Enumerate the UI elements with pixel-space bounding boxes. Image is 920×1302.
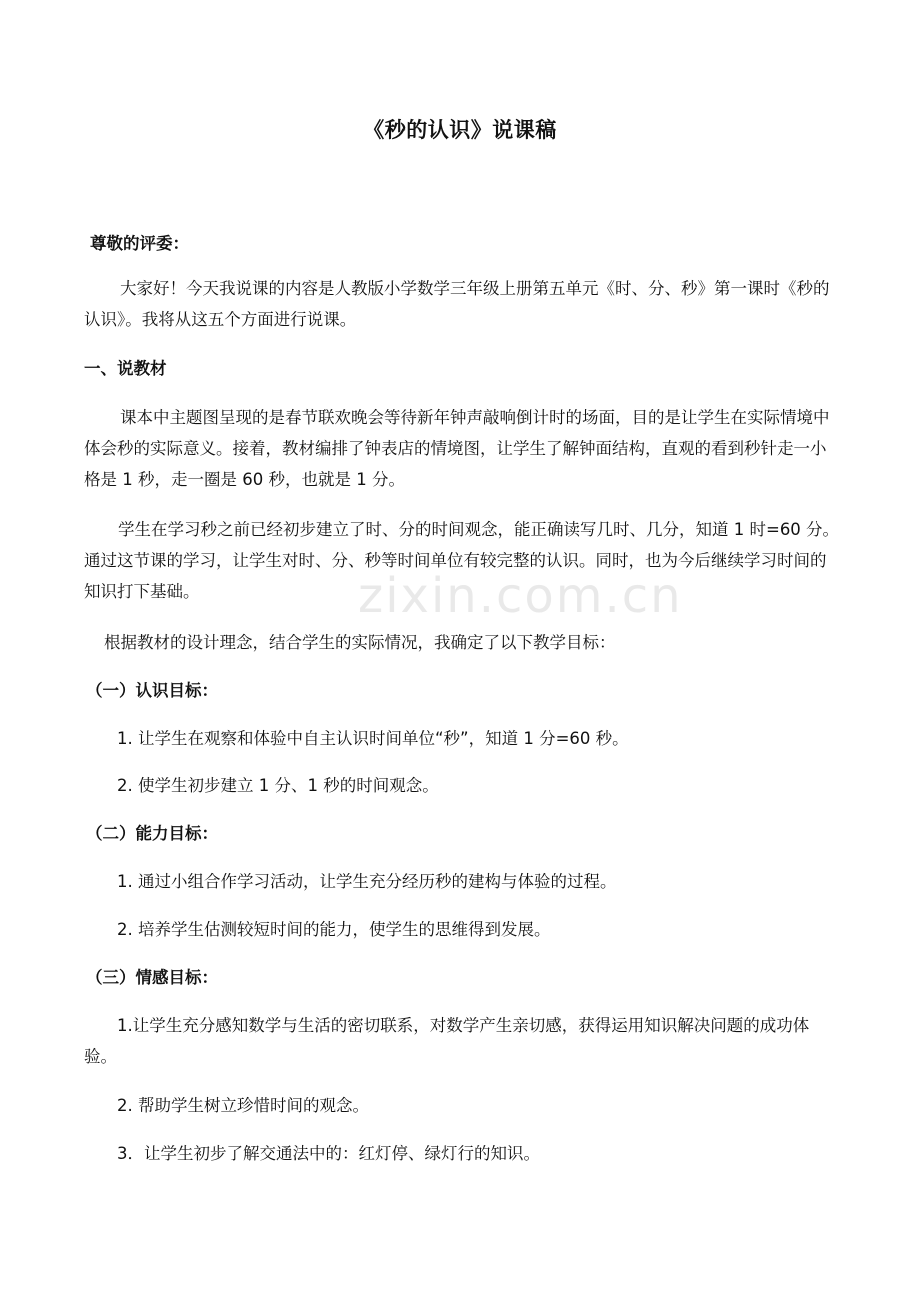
goal-item: 2. 使学生初步建立 1 分、1 秒的时间观念。 xyxy=(117,776,439,795)
textbook-paragraph-2: 学生在学习秒之前已经初步建立了时、分的时间观念，能正确读写几时、几分，知道 1 时=60 分。通过这节课的学习，让学生对时、分、秒等时间单位有较完整的认识。同时，也为今后继续学习时间的知识打下基础。 xyxy=(84,520,840,601)
goal-heading-cognitive: （一）认识目标： xyxy=(86,681,218,700)
salutation: 尊敬的评委： xyxy=(90,234,189,253)
watermark: zixin.com.cn xyxy=(358,568,683,624)
goal-item: 2. 帮助学生树立珍惜时间的观念。 xyxy=(117,1096,369,1115)
goal-item: 1. 通过小组合作学习活动，让学生充分经历秒的建构与体验的过程。 xyxy=(117,872,617,891)
goal-heading-emotion: （三）情感目标： xyxy=(86,968,218,987)
goal-item: 1. 让学生在观察和体验中自主认识时间单位“秒”，知道 1 分=60 秒。 xyxy=(117,729,629,748)
intro-paragraph: 大家好！今天我说课的内容是人教版小学数学三年级上册第五单元《时、分、秒》第一课时《秒的认识》。我将从这五个方面进行说课。 xyxy=(84,279,830,329)
textbook-paragraph-1: 课本中主题图呈现的是春节联欢晚会等待新年钟声敲响倒计时的场面，目的是让学生在实际情境中体会秒的实际意义。接着，教材编排了钟表店的情境图，让学生了解钟面结构，直观的看到秒针走一小格是 1 秒，走一圈是 60 秒，也就是 1 分。 xyxy=(84,408,830,489)
goal-item: 2. 培养学生估测较短时间的能力，使学生的思维得到发展。 xyxy=(117,920,551,939)
section-heading-textbook: 一、说教材 xyxy=(84,359,167,378)
textbook-paragraph-3: 根据教材的设计理念，结合学生的实际情况，我确定了以下教学目标： xyxy=(104,633,616,652)
goal-item: 1.让学生充分感知数学与生活的密切联系，对数学产生亲切感，获得运用知识解决问题的成功体验。 xyxy=(84,1016,810,1066)
document-title: 《秒的认识》说课稿 xyxy=(363,118,557,142)
goal-item: 3．让学生初步了解交通法中的：红灯停、绿灯行的知识。 xyxy=(117,1144,540,1163)
goal-heading-ability: （二）能力目标： xyxy=(86,824,218,843)
